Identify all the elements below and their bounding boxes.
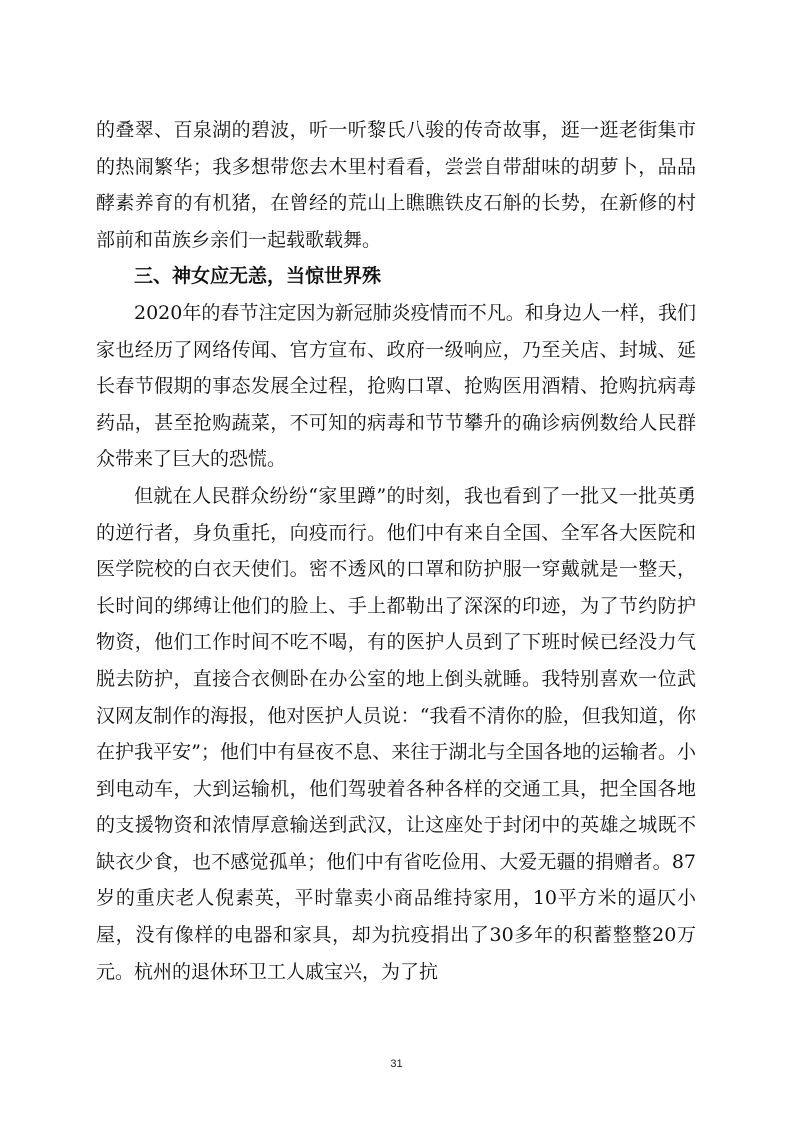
- section-heading: 三、神女应无恙，当惊世界殊: [134, 265, 382, 288]
- paragraph-heroes: 但就在人民群众纷纷“家里蹲”的时刻，我也看到了一批又一批英勇的逆行者，身负重托，向疫而行。他们中有来自全国、全军各大医院和医学院校的白衣天使们。密不透风的口罩和防护服一穿戴就是一整天，长时间的绑缚让他们的脸上、手上都勒出了深深的印迹，为了节约防护物资，他们工作时间不吃不喝，有的医护人员到了下班时候已经没力气脱去防护，直接合衣侧卧在办公室的地上倒头就睡。我特别喜欢一位武汉网友制作的海报，他对医护人员说：“我看不清你的脸，但我知道，你在护我平安”；他们中有昼夜不息、来往于湖北与全国各地的运输者。小到电动车，大到运输机，他们驾驶着各种各样的交通工具，把全国各地的支援物资和浓情厚意输送到武汉，让这座处于封闭中的英雄之城既不缺衣少食，也不感觉孤单；他们中有省吃俭用、大爱无疆的捐赠者。87岁的重庆老人倪素英，平时靠卖小商品维持家用，10平方米的逼仄小屋，没有像样的电器和家具，却为抗疫捐出了30多年的积蓄整整20万元。杭州的退休环卫工人戚宝兴，为了抗: [96, 484, 696, 983]
- page-number: 31: [390, 1058, 403, 1070]
- paragraph-spring-festival: 2020年的春节注定因为新冠肺炎疫情而不凡。和身边人一样，我们家也经历了网络传闻、官方宣布、政府一级响应，乃至关店、封城、延长春节假期的事态发展全过程，抢购口罩、抢购医用酒精、抢购抗病毒药品，甚至抢购蔬菜，不可知的病毒和节节攀升的确诊病例数给人民群众带来了巨大的恐慌。: [96, 301, 696, 471]
- document-body: [96, 112, 696, 990]
- paragraph-continuation: 的叠翠、百泉湖的碧波，听一听黎氏八骏的传奇故事，逛一逛老街集市的热闹繁华；我多想带您去木里村看看，尝尝自带甜味的胡萝卜，品品酵素养育的有机猪，在曾经的荒山上瞧瞧铁皮石斛的长势，在新修的村部前和苗族乡亲们一起载歌载舞。: [96, 119, 696, 251]
